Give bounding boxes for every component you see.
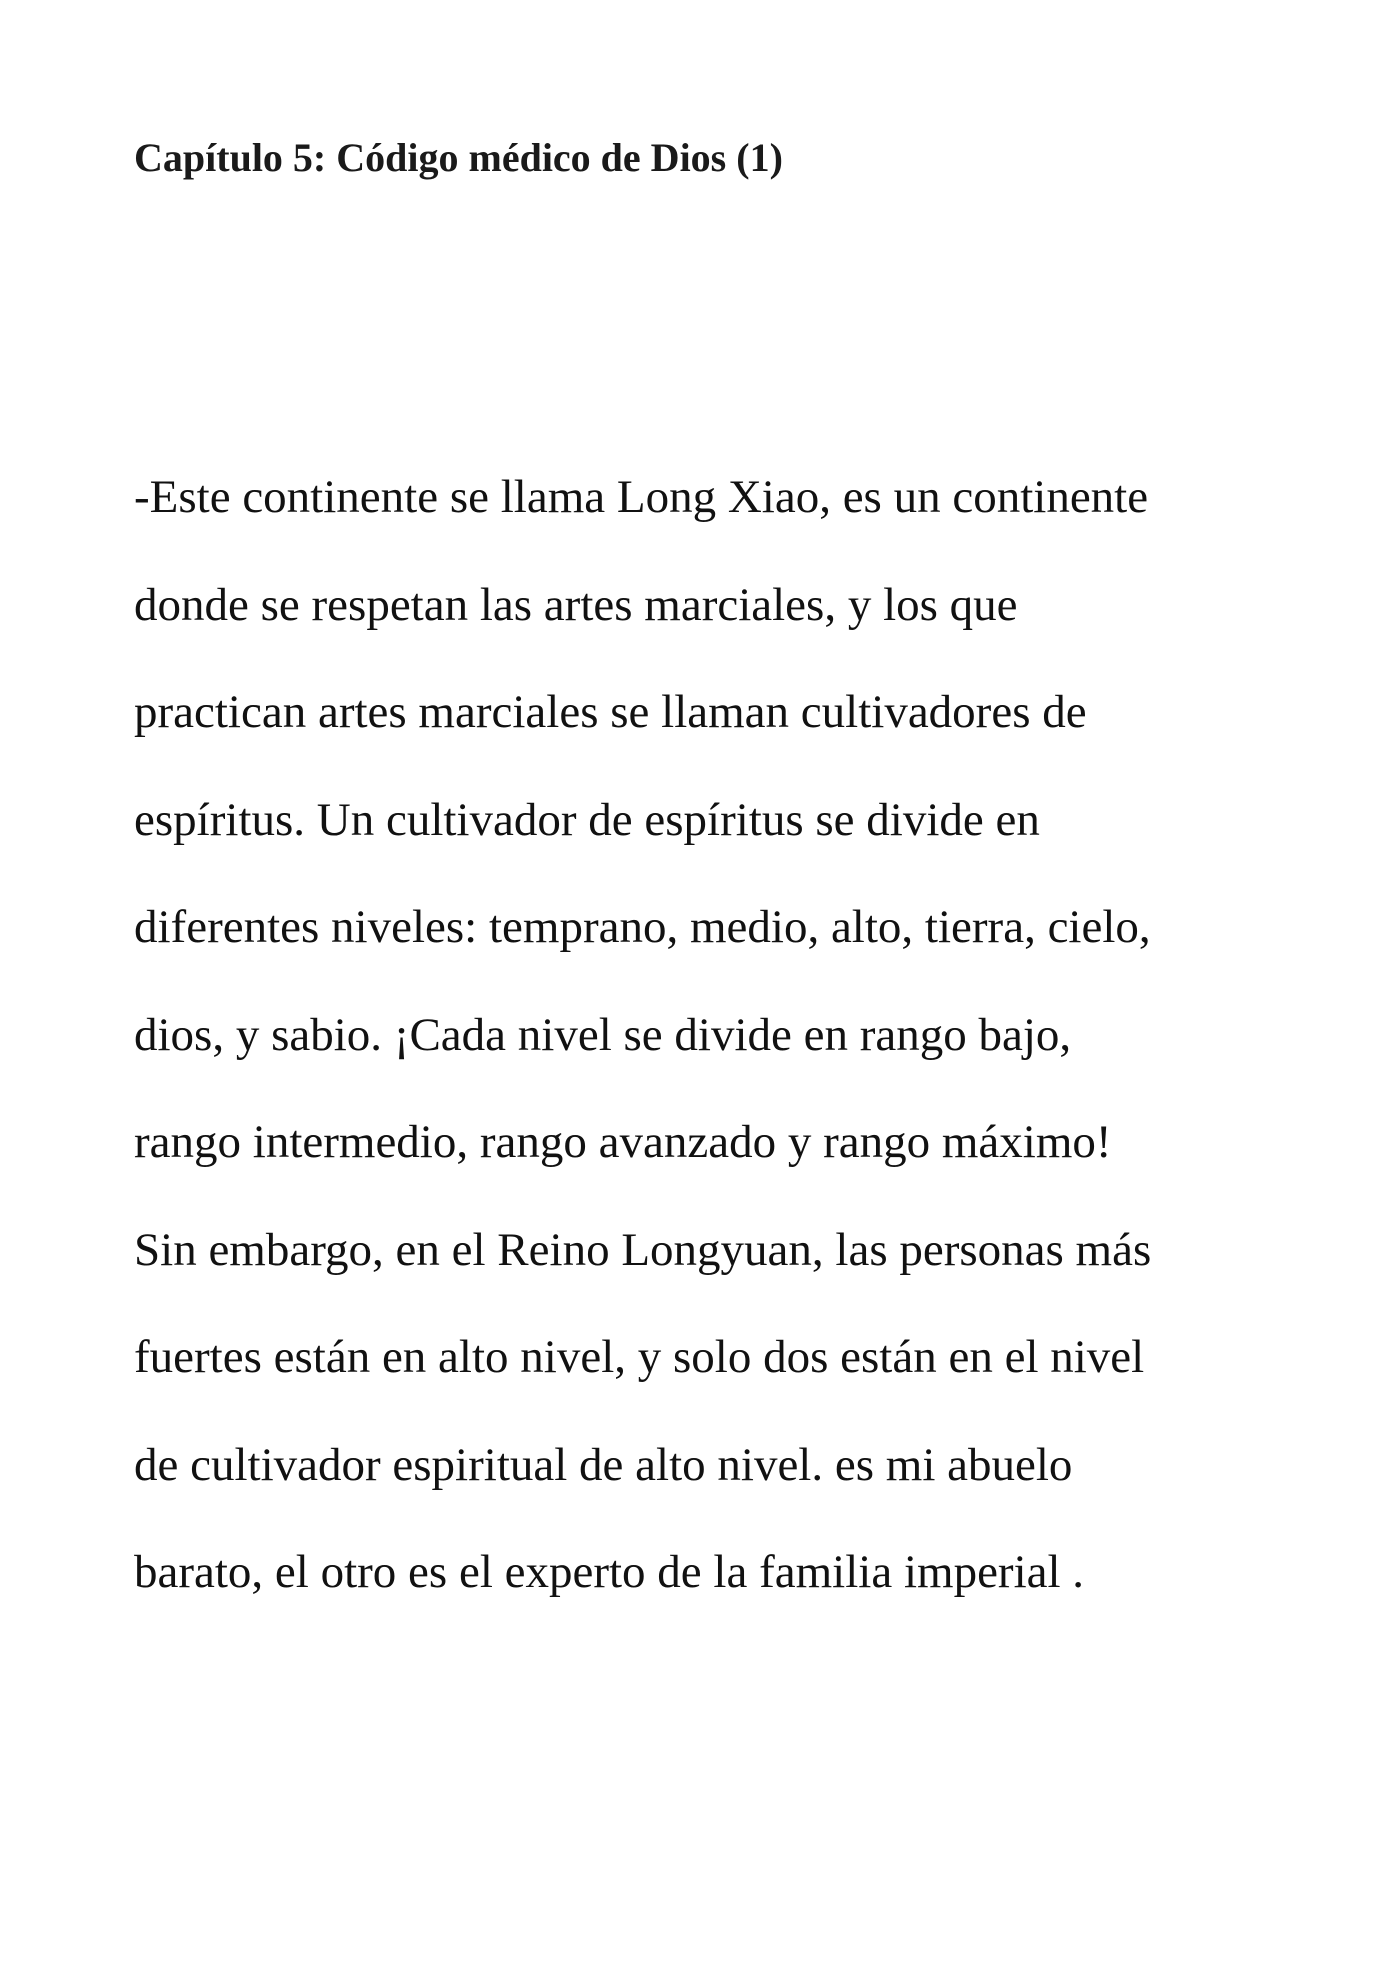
chapter-title: Capítulo 5: Código médico de Dios (1) <box>134 135 783 180</box>
paragraph-line: donde se respetan las artes marciales, y los que <box>134 578 1018 631</box>
paragraph-line: fuertes están en alto nivel, y solo dos están en el nivel <box>134 1331 1145 1383</box>
paragraph-line: barato, el otro es el experto de la familia imperial . <box>134 1546 1085 1598</box>
paragraph-line: Sin embargo, en el Reino Longyuan, las personas más <box>134 1223 1152 1276</box>
paragraph-line: dios, y sabio. ¡Cada nivel se divide en rango bajo, <box>134 1008 1072 1061</box>
paragraph-line: espíritus. Un cultivador de espíritus se divide en <box>134 793 1040 846</box>
paragraph-line: -Este continente se llama Long Xiao, es un continente <box>134 471 1149 523</box>
paragraph-line: rango intermedio, rango avanzado y rango máximo! <box>134 1116 1112 1168</box>
paragraph-line: practican artes marciales se llaman cultivadores de <box>134 686 1087 738</box>
chapter-paragraph <box>134 444 1334 1627</box>
paragraph-line: diferentes niveles: temprano, medio, alto, tierra, cielo, <box>134 901 1151 953</box>
paragraph-line: de cultivador espiritual de alto nivel. es mi abuelo <box>134 1438 1073 1491</box>
